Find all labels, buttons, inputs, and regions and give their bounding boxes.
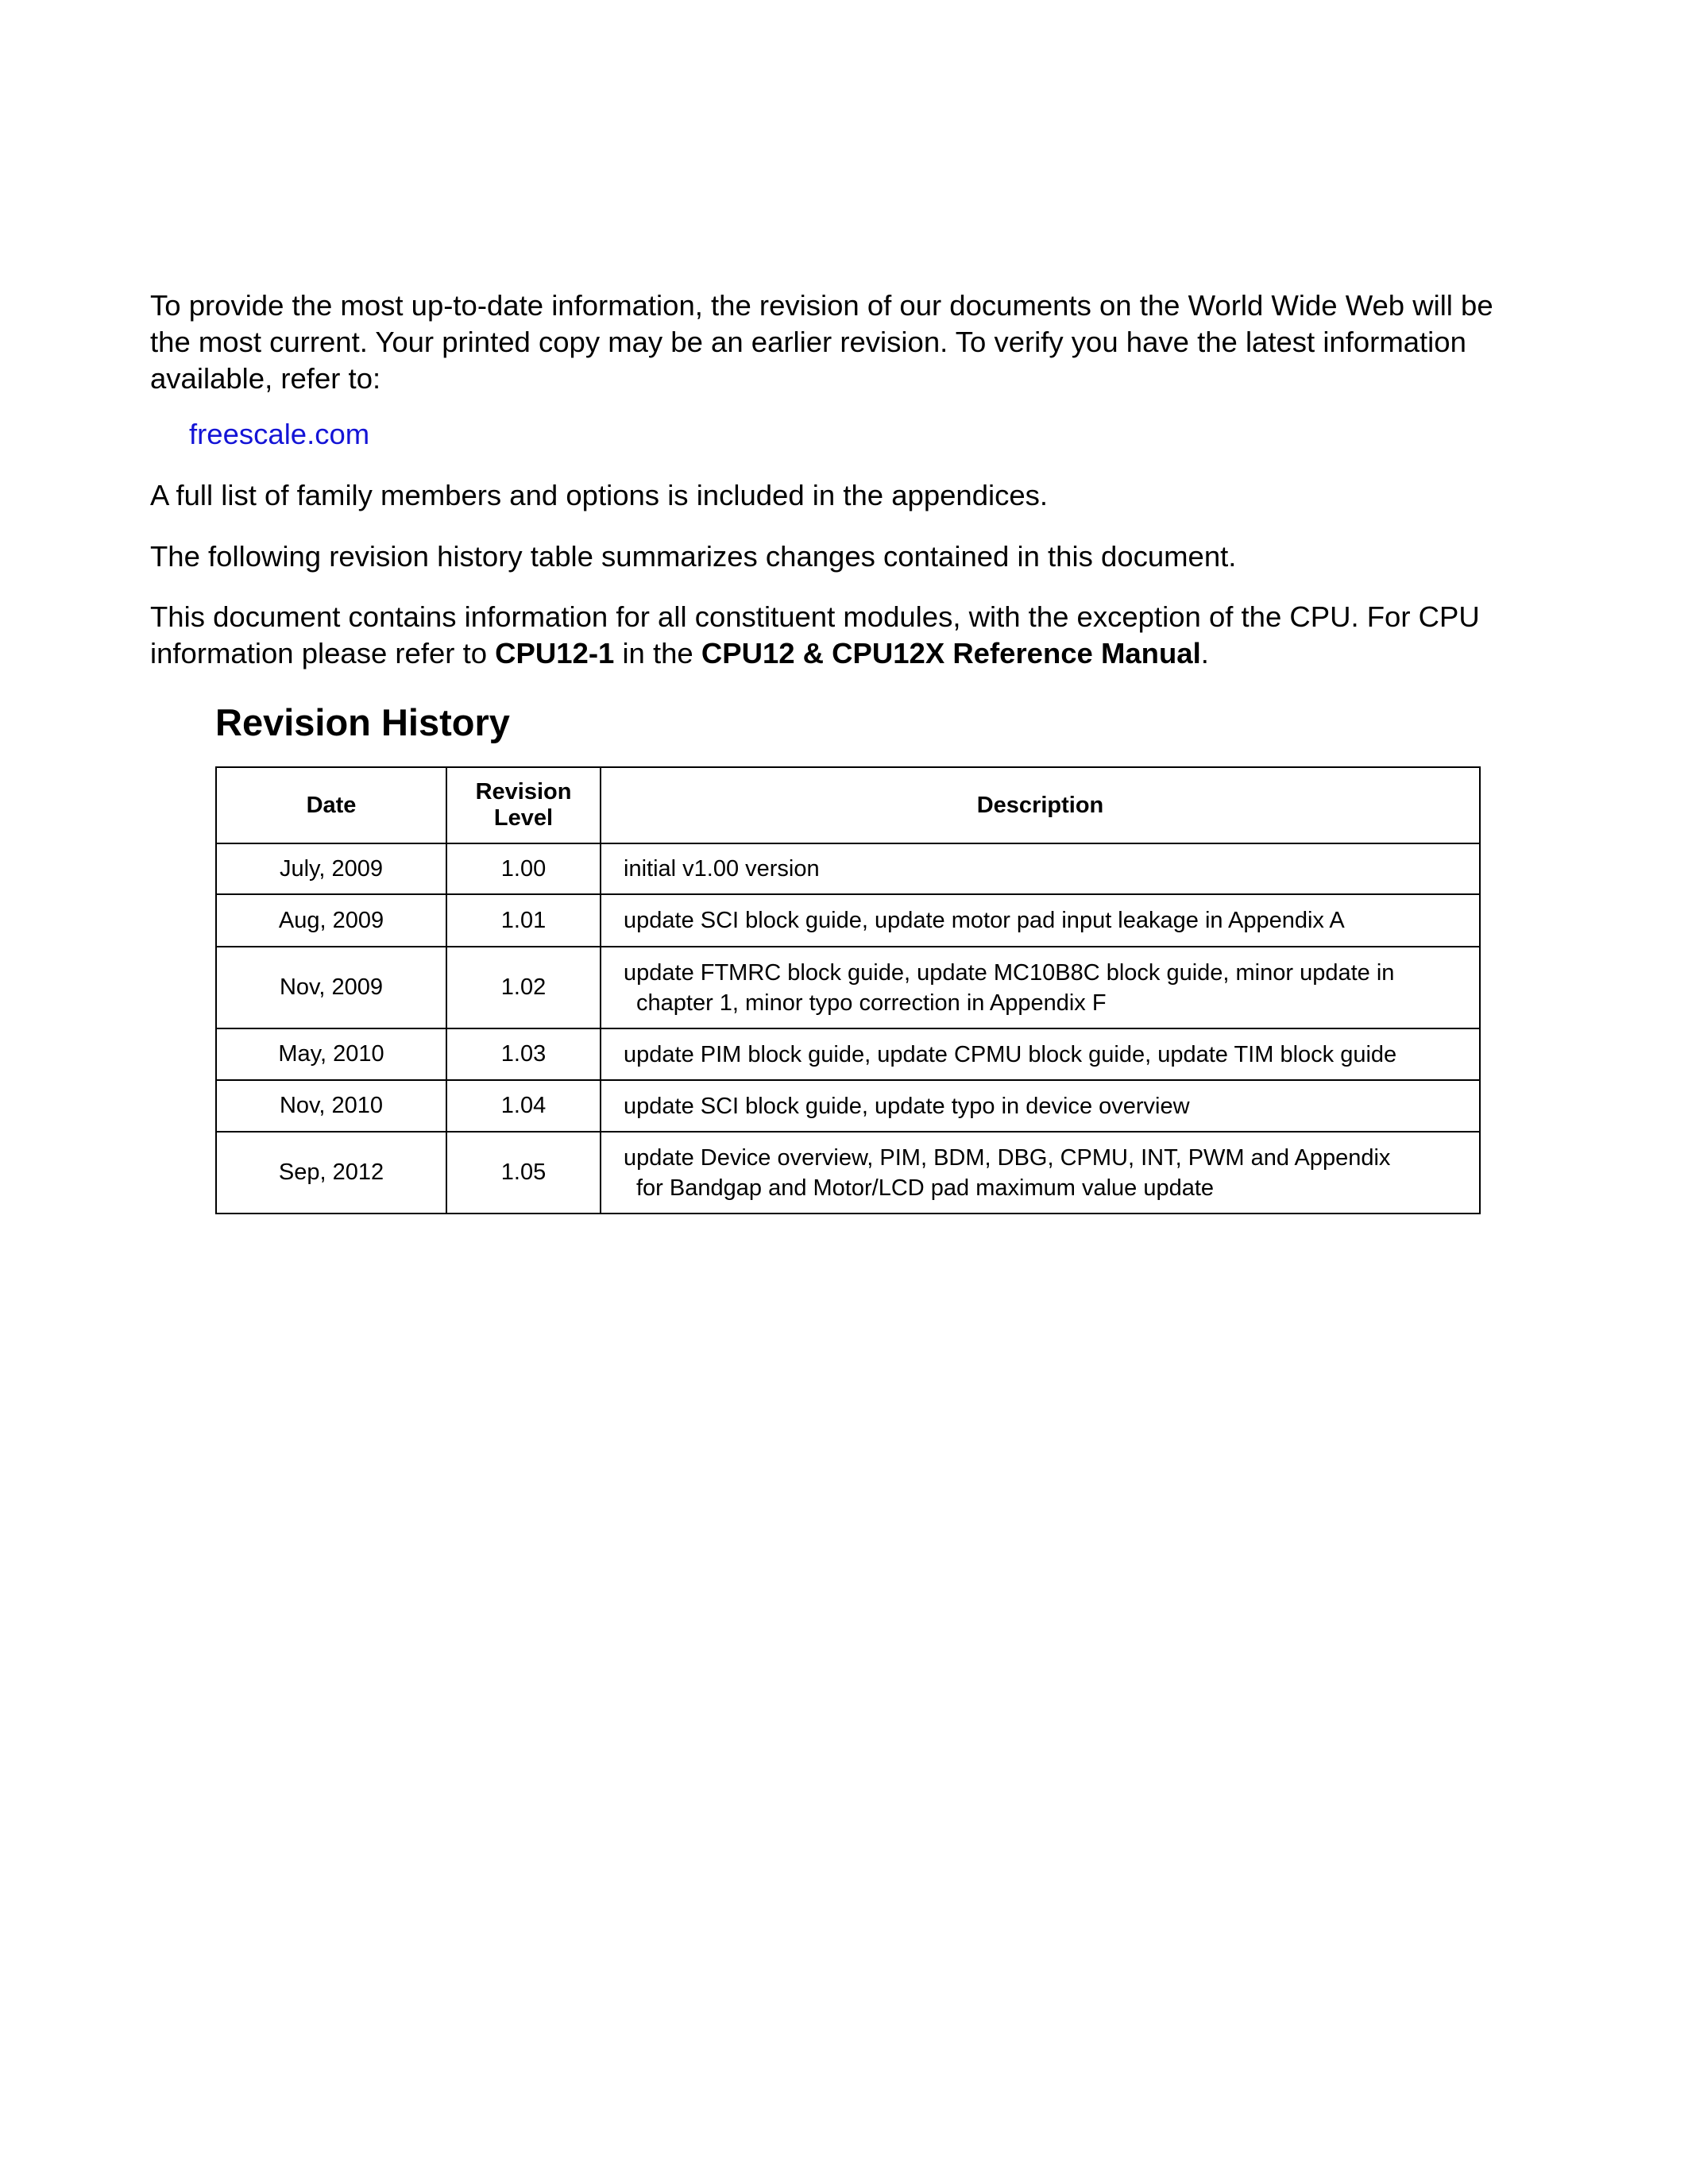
freescale-link[interactable]: freescale.com <box>189 418 370 450</box>
table-row <box>216 894 1480 947</box>
intro-paragraph <box>150 287 1548 397</box>
cell-date: Aug, 2009 <box>216 894 446 947</box>
intro-line-1: To provide the most up-to-date information, the revision of our documents on the World Wide Web will be <box>150 289 1493 322</box>
cell-date: July, 2009 <box>216 843 446 894</box>
table-row <box>216 843 1480 894</box>
description-line-2: for Bandgap and Motor/LCD pad maximum value update <box>636 1175 1215 1201</box>
cell-description <box>601 894 1480 947</box>
cell-date: Nov, 2010 <box>216 1080 446 1132</box>
cell-level: 1.03 <box>446 1028 601 1080</box>
cell-level: 1.00 <box>446 843 601 894</box>
section-title: Revision History <box>215 701 510 743</box>
description-line-1: update FTMRC block guide, update MC10B8C block guide, minor update in <box>624 959 1395 986</box>
header-date: Date <box>216 767 446 843</box>
table-row <box>216 947 1480 1028</box>
description-line-1: update SCI block guide, update motor pad input leakage in Appendix A <box>624 908 1345 933</box>
revision-history-table <box>215 766 1481 1214</box>
cell-description <box>601 1132 1480 1214</box>
cell-date: Sep, 2012 <box>216 1132 446 1214</box>
cpu-note-end: . <box>1200 637 1209 669</box>
table-row <box>216 1080 1480 1132</box>
cell-level: 1.02 <box>446 947 601 1028</box>
description-line-1: initial v1.00 version <box>624 856 820 882</box>
cell-level: 1.04 <box>446 1080 601 1132</box>
cpu-note-line-1: This document contains information for all constituent modules, with the exception of the CPU. For CPU <box>150 600 1480 633</box>
cell-description <box>601 947 1480 1028</box>
cpu-note-paragraph <box>150 599 1548 672</box>
cell-description <box>601 1028 1480 1080</box>
description-line-1: update SCI block guide, update typo in device overview <box>624 1093 1190 1119</box>
cell-date: May, 2010 <box>216 1028 446 1080</box>
header-revision-line-2: Level <box>493 805 554 831</box>
cell-level: 1.05 <box>446 1132 601 1214</box>
cell-date: Nov, 2009 <box>216 947 446 1028</box>
family-note: A full list of family members and options is included in the appendices. <box>150 479 1049 511</box>
description-line-1: update Device overview, PIM, BDM, DBG, CPMU, INT, PWM and Appendix <box>624 1144 1391 1171</box>
intro-line-2: the most current. Your printed copy may be an earlier revision. To verify you have the latest information <box>150 326 1466 358</box>
cell-description <box>601 843 1480 894</box>
table-row <box>216 1132 1480 1214</box>
header-revision-level <box>446 767 601 843</box>
cpu12-1-reference: CPU12-1 <box>495 637 615 669</box>
cpu-note-mid: in the <box>614 637 701 669</box>
history-note: The following revision history table summarizes changes contained in this document. <box>150 540 1237 573</box>
description-line-1: update PIM block guide, update CPMU block guide, update TIM block guide <box>624 1041 1397 1067</box>
cpu-note-prefix: information please refer to <box>150 637 496 669</box>
table-row <box>216 1028 1480 1080</box>
description-line-2: chapter 1, minor typo correction in Appendix F <box>636 990 1107 1016</box>
cell-description <box>601 1080 1480 1132</box>
intro-line-3: available, refer to: <box>150 362 381 395</box>
header-description: Description <box>601 767 1480 843</box>
reference-manual-title: CPU12 & CPU12X Reference Manual <box>701 637 1201 669</box>
header-revision-line-1: Revision <box>475 779 572 805</box>
table-header-row <box>216 767 1480 843</box>
cell-level: 1.01 <box>446 894 601 947</box>
